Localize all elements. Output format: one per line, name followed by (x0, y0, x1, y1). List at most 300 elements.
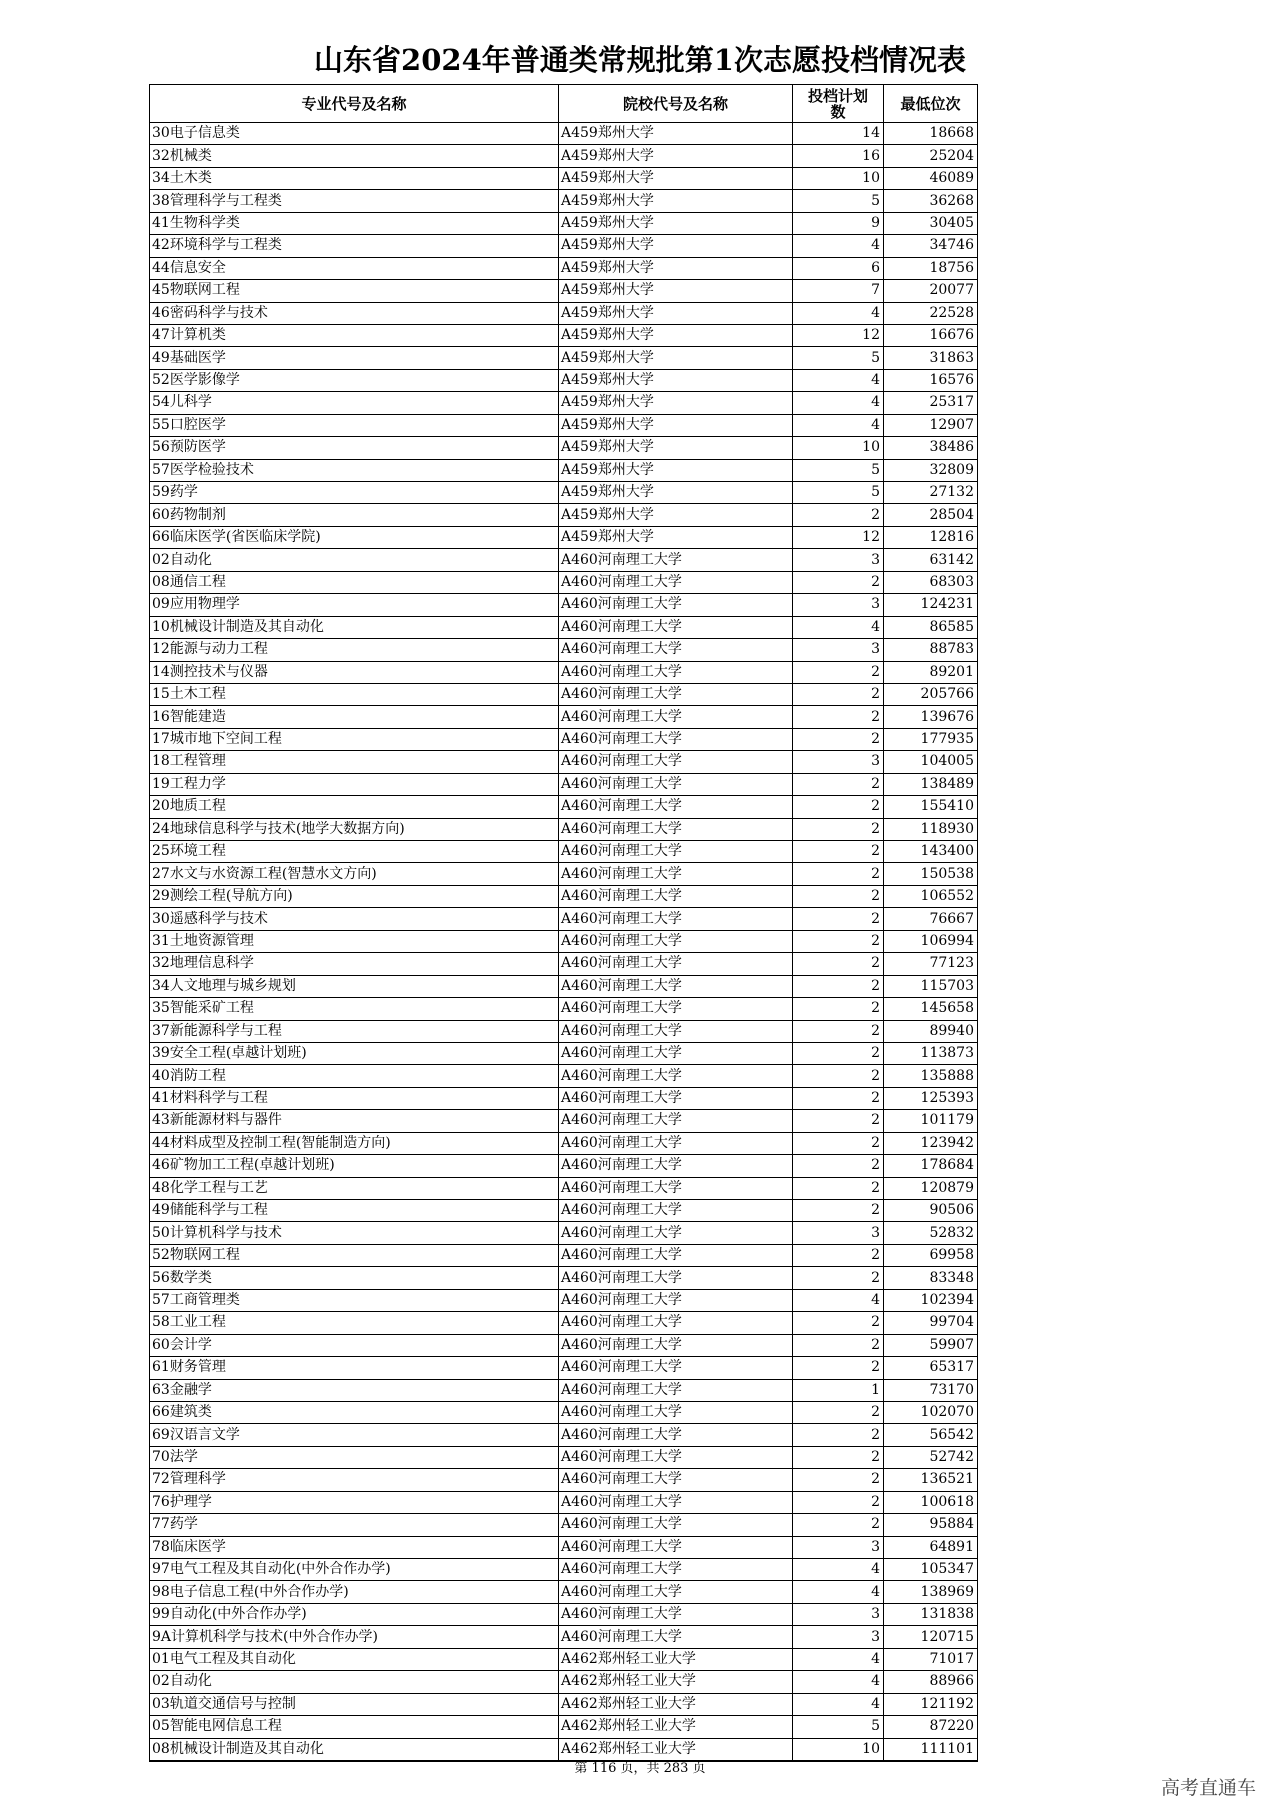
table-row (150, 1671, 978, 1693)
cell-plan: 2 (793, 1087, 884, 1109)
cell-plan: 4 (793, 392, 884, 414)
cell-major: 02自动化 (150, 549, 559, 571)
cell-major: 55口腔医学 (150, 414, 559, 436)
cell-school: A460河南理工大学 (559, 1110, 793, 1132)
cell-major: 09应用物理学 (150, 594, 559, 616)
cell-school: A459郑州大学 (559, 145, 793, 167)
cell-school: A460河南理工大学 (559, 1334, 793, 1356)
table-row (150, 549, 978, 571)
cell-plan: 4 (793, 1581, 884, 1603)
table-row (150, 1334, 978, 1356)
cell-school: A459郑州大学 (559, 302, 793, 324)
table-row (150, 482, 978, 504)
cell-plan: 2 (793, 930, 884, 952)
cell-rank: 52832 (884, 1222, 978, 1244)
cell-plan: 2 (793, 818, 884, 840)
table-row (150, 145, 978, 167)
cell-rank: 16676 (884, 324, 978, 346)
cell-major: 03轨道交通信号与控制 (150, 1693, 559, 1715)
cell-major: 57工商管理类 (150, 1289, 559, 1311)
cell-rank: 88966 (884, 1671, 978, 1693)
cell-plan: 2 (793, 683, 884, 705)
cell-rank: 18756 (884, 257, 978, 279)
table-row (150, 1603, 978, 1625)
cell-rank: 86585 (884, 616, 978, 638)
cell-plan: 2 (793, 1334, 884, 1356)
cell-school: A462郑州轻工业大学 (559, 1716, 793, 1738)
cell-major: 58工业工程 (150, 1312, 559, 1334)
table-row (150, 1357, 978, 1379)
cell-plan: 4 (793, 616, 884, 638)
cell-plan: 4 (793, 369, 884, 391)
table-row (150, 751, 978, 773)
table-row (150, 728, 978, 750)
cell-school: A460河南理工大学 (559, 953, 793, 975)
cell-plan: 2 (793, 1514, 884, 1536)
table-row (150, 930, 978, 952)
cell-plan: 2 (793, 1401, 884, 1423)
cell-major: 66临床医学(省医临床学院) (150, 526, 559, 548)
table-row (150, 1244, 978, 1266)
cell-rank: 102070 (884, 1401, 978, 1423)
cell-plan: 2 (793, 773, 884, 795)
cell-plan: 2 (793, 1110, 884, 1132)
cell-rank: 73170 (884, 1379, 978, 1401)
cell-school: A460河南理工大学 (559, 1581, 793, 1603)
cell-rank: 89201 (884, 661, 978, 683)
cell-rank: 22528 (884, 302, 978, 324)
cell-plan: 14 (793, 123, 884, 145)
cell-plan: 4 (793, 1671, 884, 1693)
cell-major: 18工程管理 (150, 751, 559, 773)
table-row (150, 1536, 978, 1558)
cell-major: 44信息安全 (150, 257, 559, 279)
cell-rank: 77123 (884, 953, 978, 975)
table-row (150, 1626, 978, 1648)
table-row (150, 1267, 978, 1289)
cell-school: A460河南理工大学 (559, 863, 793, 885)
admission-table (149, 84, 978, 1762)
cell-school: A460河南理工大学 (559, 1357, 793, 1379)
cell-plan: 4 (793, 414, 884, 436)
cell-school: A459郑州大学 (559, 482, 793, 504)
cell-major: 10机械设计制造及其自动化 (150, 616, 559, 638)
cell-major: 32机械类 (150, 145, 559, 167)
table-row (150, 190, 978, 212)
cell-rank: 88783 (884, 639, 978, 661)
table-row (150, 1469, 978, 1491)
cell-plan: 2 (793, 975, 884, 997)
cell-rank: 38486 (884, 437, 978, 459)
cell-school: A460河南理工大学 (559, 1379, 793, 1401)
cell-school: A460河南理工大学 (559, 728, 793, 750)
cell-major: 56数学类 (150, 1267, 559, 1289)
table-row (150, 167, 978, 189)
cell-rank: 120879 (884, 1177, 978, 1199)
cell-major: 40消防工程 (150, 1065, 559, 1087)
cell-major: 41生物科学类 (150, 212, 559, 234)
cell-major: 27水文与水资源工程(智慧水文方向) (150, 863, 559, 885)
table-row (150, 347, 978, 369)
cell-plan: 2 (793, 998, 884, 1020)
cell-major: 49储能科学与工程 (150, 1200, 559, 1222)
cell-major: 34土木类 (150, 167, 559, 189)
table-row (150, 616, 978, 638)
cell-major: 54儿科学 (150, 392, 559, 414)
cell-school: A459郑州大学 (559, 280, 793, 302)
table-row (150, 998, 978, 1020)
cell-plan: 3 (793, 639, 884, 661)
cell-rank: 52742 (884, 1446, 978, 1468)
cell-school: A460河南理工大学 (559, 1087, 793, 1109)
cell-rank: 120715 (884, 1626, 978, 1648)
cell-major: 98电子信息工程(中外合作办学) (150, 1581, 559, 1603)
cell-plan: 2 (793, 1020, 884, 1042)
cell-rank: 30405 (884, 212, 978, 234)
cell-rank: 90506 (884, 1200, 978, 1222)
cell-plan: 7 (793, 280, 884, 302)
cell-major: 50计算机科学与技术 (150, 1222, 559, 1244)
table-row (150, 953, 978, 975)
cell-plan: 5 (793, 347, 884, 369)
cell-school: A459郑州大学 (559, 235, 793, 257)
cell-school: A462郑州轻工业大学 (559, 1693, 793, 1715)
table-row (150, 1065, 978, 1087)
table-row (150, 1379, 978, 1401)
table-row (150, 369, 978, 391)
cell-major: 17城市地下空间工程 (150, 728, 559, 750)
cell-major: 48化学工程与工艺 (150, 1177, 559, 1199)
cell-school: A460河南理工大学 (559, 1446, 793, 1468)
cell-major: 43新能源材料与器件 (150, 1110, 559, 1132)
cell-major: 01电气工程及其自动化 (150, 1648, 559, 1670)
cell-rank: 143400 (884, 841, 978, 863)
cell-school: A459郑州大学 (559, 392, 793, 414)
cell-rank: 34746 (884, 235, 978, 257)
cell-major: 16智能建造 (150, 706, 559, 728)
cell-major: 20地质工程 (150, 796, 559, 818)
cell-school: A462郑州轻工业大学 (559, 1648, 793, 1670)
table-row (150, 1716, 978, 1738)
cell-rank: 68303 (884, 571, 978, 593)
cell-school: A460河南理工大学 (559, 1559, 793, 1581)
cell-school: A460河南理工大学 (559, 1514, 793, 1536)
cell-major: 35智能采矿工程 (150, 998, 559, 1020)
cell-major: 30遥感科学与技术 (150, 908, 559, 930)
cell-plan: 10 (793, 1738, 884, 1761)
header-rank: 最低位次 (884, 85, 978, 123)
table-row (150, 212, 978, 234)
cell-major: 02自动化 (150, 1671, 559, 1693)
cell-major: 32地理信息科学 (150, 953, 559, 975)
cell-rank: 25204 (884, 145, 978, 167)
cell-school: A460河南理工大学 (559, 683, 793, 705)
cell-rank: 12816 (884, 526, 978, 548)
cell-school: A459郑州大学 (559, 459, 793, 481)
cell-major: 78临床医学 (150, 1536, 559, 1558)
table-row (150, 818, 978, 840)
cell-plan: 2 (793, 1177, 884, 1199)
cell-plan: 2 (793, 728, 884, 750)
cell-school: A460河南理工大学 (559, 841, 793, 863)
table-row (150, 280, 978, 302)
cell-plan: 2 (793, 504, 884, 526)
cell-rank: 136521 (884, 1469, 978, 1491)
table-row (150, 841, 978, 863)
cell-school: A459郑州大学 (559, 369, 793, 391)
cell-major: 61财务管理 (150, 1357, 559, 1379)
cell-plan: 4 (793, 1648, 884, 1670)
table-row (150, 683, 978, 705)
cell-rank: 178684 (884, 1155, 978, 1177)
cell-rank: 95884 (884, 1514, 978, 1536)
cell-school: A460河南理工大学 (559, 1222, 793, 1244)
cell-major: 14测控技术与仪器 (150, 661, 559, 683)
table-row (150, 975, 978, 997)
cell-plan: 4 (793, 235, 884, 257)
table-body (150, 123, 978, 1761)
cell-plan: 2 (793, 841, 884, 863)
table-row (150, 1491, 978, 1513)
cell-major: 12能源与动力工程 (150, 639, 559, 661)
cell-major: 77药学 (150, 1514, 559, 1536)
cell-plan: 1 (793, 1379, 884, 1401)
cell-school: A460河南理工大学 (559, 661, 793, 683)
header-plan (793, 85, 884, 123)
cell-plan: 2 (793, 1424, 884, 1446)
cell-school: A460河南理工大学 (559, 1312, 793, 1334)
cell-plan: 5 (793, 1716, 884, 1738)
cell-school: A460河南理工大学 (559, 571, 793, 593)
cell-school: A460河南理工大学 (559, 975, 793, 997)
table-row (150, 235, 978, 257)
cell-major: 15土木工程 (150, 683, 559, 705)
cell-school: A460河南理工大学 (559, 1244, 793, 1266)
table-row (150, 414, 978, 436)
cell-school: A460河南理工大学 (559, 1289, 793, 1311)
cell-plan: 3 (793, 1626, 884, 1648)
table-row (150, 437, 978, 459)
cell-major: 45物联网工程 (150, 280, 559, 302)
table-row (150, 1222, 978, 1244)
cell-rank: 100618 (884, 1491, 978, 1513)
cell-school: A459郑州大学 (559, 257, 793, 279)
cell-plan: 4 (793, 302, 884, 324)
cell-rank: 36268 (884, 190, 978, 212)
cell-school: A459郑州大学 (559, 526, 793, 548)
table-row (150, 885, 978, 907)
cell-school: A460河南理工大学 (559, 1536, 793, 1558)
cell-major: 08机械设计制造及其自动化 (150, 1738, 559, 1761)
cell-plan: 6 (793, 257, 884, 279)
cell-school: A462郑州轻工业大学 (559, 1738, 793, 1761)
cell-major: 49基础医学 (150, 347, 559, 369)
cell-school: A460河南理工大学 (559, 1177, 793, 1199)
cell-major: 72管理科学 (150, 1469, 559, 1491)
cell-major: 44材料成型及控制工程(智能制造方向) (150, 1132, 559, 1154)
cell-major: 76护理学 (150, 1491, 559, 1513)
cell-plan: 12 (793, 526, 884, 548)
cell-school: A459郑州大学 (559, 414, 793, 436)
cell-rank: 150538 (884, 863, 978, 885)
cell-major: 63金融学 (150, 1379, 559, 1401)
table-row (150, 773, 978, 795)
cell-plan: 16 (793, 145, 884, 167)
cell-rank: 18668 (884, 123, 978, 145)
cell-rank: 28504 (884, 504, 978, 526)
cell-major: 30电子信息类 (150, 123, 559, 145)
cell-school: A459郑州大学 (559, 504, 793, 526)
cell-school: A460河南理工大学 (559, 1200, 793, 1222)
cell-school: A460河南理工大学 (559, 1469, 793, 1491)
cell-major: 38管理科学与工程类 (150, 190, 559, 212)
cell-major: 56预防医学 (150, 437, 559, 459)
cell-major: 66建筑类 (150, 1401, 559, 1423)
table-row (150, 1155, 978, 1177)
cell-school: A460河南理工大学 (559, 706, 793, 728)
cell-plan: 2 (793, 796, 884, 818)
table-row (150, 123, 978, 145)
cell-plan: 2 (793, 1312, 884, 1334)
cell-major: 70法学 (150, 1446, 559, 1468)
cell-school: A460河南理工大学 (559, 1626, 793, 1648)
table-row (150, 1110, 978, 1132)
table-row (150, 1042, 978, 1064)
cell-major: 39安全工程(卓越计划班) (150, 1042, 559, 1064)
cell-major: 08通信工程 (150, 571, 559, 593)
cell-school: A459郑州大学 (559, 190, 793, 212)
table-row (150, 302, 978, 324)
cell-rank: 27132 (884, 482, 978, 504)
table-row (150, 257, 978, 279)
table-row (150, 908, 978, 930)
cell-rank: 56542 (884, 1424, 978, 1446)
cell-rank: 65317 (884, 1357, 978, 1379)
table-row (150, 796, 978, 818)
table-row (150, 594, 978, 616)
cell-rank: 101179 (884, 1110, 978, 1132)
header-plan-label: 投档计划数 (807, 86, 868, 121)
cell-school: A460河南理工大学 (559, 616, 793, 638)
cell-rank: 89940 (884, 1020, 978, 1042)
cell-plan: 2 (793, 571, 884, 593)
cell-rank: 145658 (884, 998, 978, 1020)
cell-plan: 3 (793, 549, 884, 571)
cell-plan: 2 (793, 1042, 884, 1064)
cell-plan: 5 (793, 190, 884, 212)
cell-major: 47计算机类 (150, 324, 559, 346)
cell-plan: 3 (793, 1603, 884, 1625)
table-header-row (150, 85, 978, 123)
cell-major: 41材料科学与工程 (150, 1087, 559, 1109)
cell-rank: 135888 (884, 1065, 978, 1087)
cell-major: 9A计算机科学与技术(中外合作办学) (150, 1626, 559, 1648)
cell-rank: 138969 (884, 1581, 978, 1603)
table-row (150, 1514, 978, 1536)
table-row (150, 392, 978, 414)
table-row (150, 1401, 978, 1423)
table-row (150, 504, 978, 526)
cell-school: A460河南理工大学 (559, 773, 793, 795)
cell-rank: 121192 (884, 1693, 978, 1715)
cell-school: A460河南理工大学 (559, 998, 793, 1020)
cell-plan: 2 (793, 1357, 884, 1379)
cell-plan: 2 (793, 1469, 884, 1491)
cell-rank: 155410 (884, 796, 978, 818)
table-row (150, 1177, 978, 1199)
cell-major: 52医学影像学 (150, 369, 559, 391)
cell-rank: 12907 (884, 414, 978, 436)
cell-plan: 10 (793, 167, 884, 189)
cell-rank: 138489 (884, 773, 978, 795)
cell-rank: 139676 (884, 706, 978, 728)
cell-school: A460河南理工大学 (559, 1042, 793, 1064)
cell-plan: 2 (793, 908, 884, 930)
cell-rank: 16576 (884, 369, 978, 391)
cell-rank: 32809 (884, 459, 978, 481)
cell-plan: 2 (793, 1267, 884, 1289)
table-row (150, 1087, 978, 1109)
cell-rank: 69958 (884, 1244, 978, 1266)
cell-major: 46密码科学与技术 (150, 302, 559, 324)
cell-rank: 115703 (884, 975, 978, 997)
cell-plan: 4 (793, 1693, 884, 1715)
cell-major: 60药物制剂 (150, 504, 559, 526)
cell-rank: 111101 (884, 1738, 978, 1761)
cell-school: A460河南理工大学 (559, 908, 793, 930)
cell-school: A460河南理工大学 (559, 1491, 793, 1513)
cell-school: A459郑州大学 (559, 324, 793, 346)
cell-rank: 25317 (884, 392, 978, 414)
cell-plan: 12 (793, 324, 884, 346)
cell-major: 57医学检验技术 (150, 459, 559, 481)
table-row (150, 639, 978, 661)
cell-major: 97电气工程及其自动化(中外合作办学) (150, 1559, 559, 1581)
cell-school: A459郑州大学 (559, 167, 793, 189)
cell-major: 69汉语言文学 (150, 1424, 559, 1446)
cell-school: A460河南理工大学 (559, 1401, 793, 1423)
cell-plan: 4 (793, 1559, 884, 1581)
cell-major: 42环境科学与工程类 (150, 235, 559, 257)
cell-plan: 5 (793, 482, 884, 504)
table-row (150, 526, 978, 548)
cell-school: A460河南理工大学 (559, 639, 793, 661)
cell-school: A460河南理工大学 (559, 1132, 793, 1154)
cell-plan: 2 (793, 1065, 884, 1087)
cell-school: A460河南理工大学 (559, 885, 793, 907)
cell-school: A460河南理工大学 (559, 796, 793, 818)
cell-rank: 63142 (884, 549, 978, 571)
cell-plan: 2 (793, 1491, 884, 1513)
table-row (150, 1446, 978, 1468)
cell-school: A459郑州大学 (559, 437, 793, 459)
cell-rank: 20077 (884, 280, 978, 302)
table-row (150, 571, 978, 593)
table-row (150, 661, 978, 683)
cell-school: A460河南理工大学 (559, 1065, 793, 1087)
table-row (150, 324, 978, 346)
cell-rank: 104005 (884, 751, 978, 773)
cell-plan: 3 (793, 1536, 884, 1558)
cell-rank: 118930 (884, 818, 978, 840)
cell-plan: 4 (793, 1289, 884, 1311)
cell-rank: 31863 (884, 347, 978, 369)
cell-plan: 2 (793, 863, 884, 885)
page-title: 山东省2024年普通类常规批第1次志愿投档情况表 (314, 43, 966, 77)
cell-rank: 125393 (884, 1087, 978, 1109)
cell-plan: 10 (793, 437, 884, 459)
watermark: 高考直通车 (1160, 1777, 1256, 1799)
